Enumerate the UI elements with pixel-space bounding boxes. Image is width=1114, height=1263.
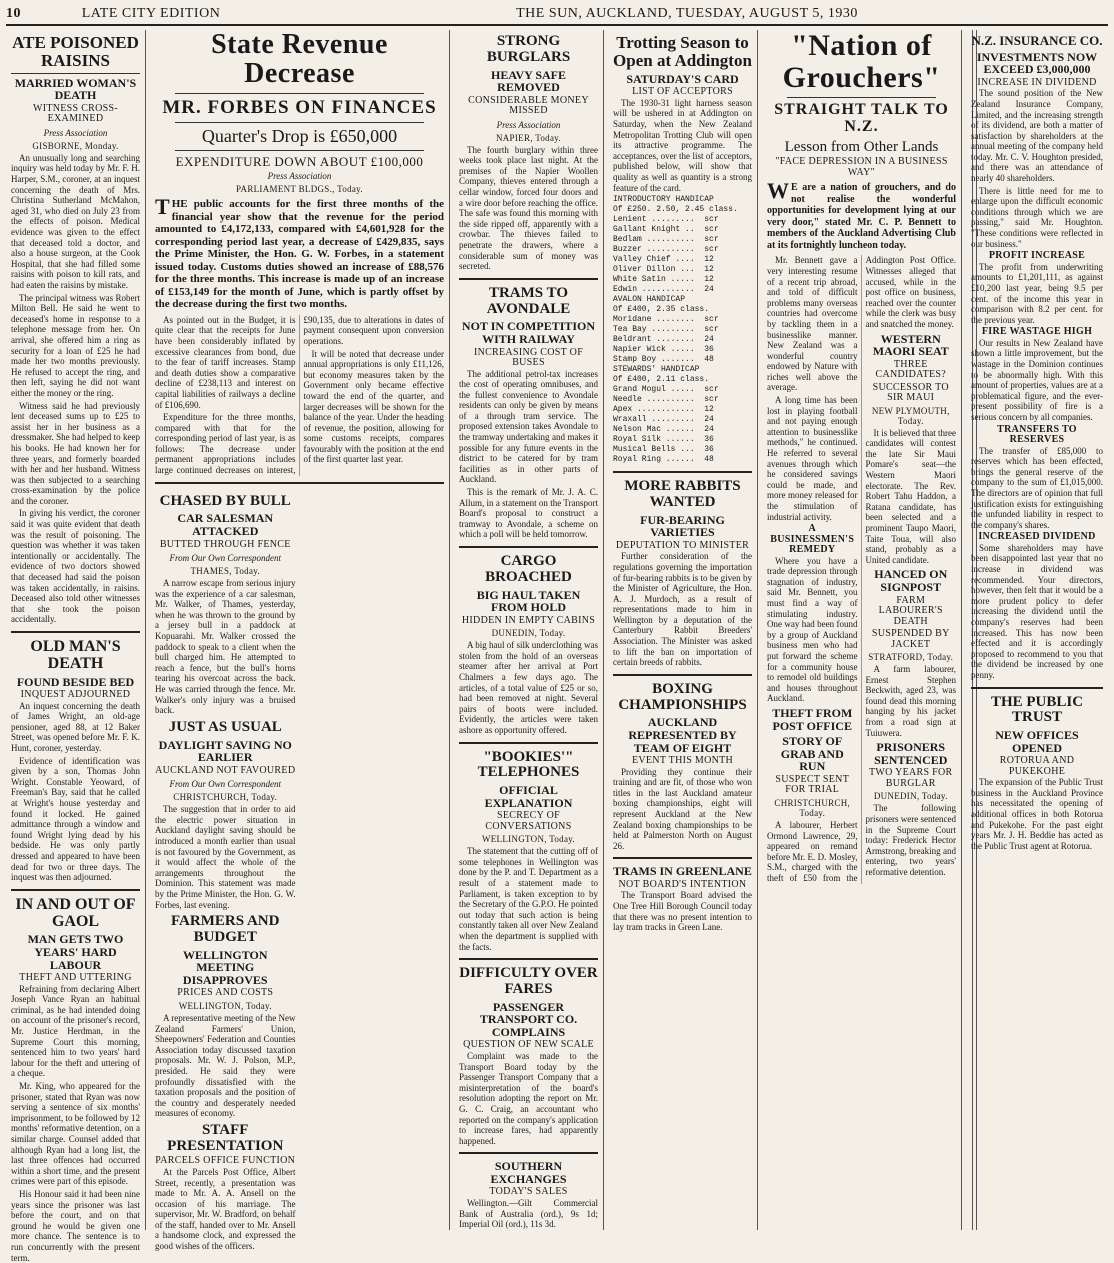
subheadline: STRAIGHT TALK TO N.Z. — [774, 101, 949, 135]
paragraph: Some shareholders may have been disappointed last year that no increase in dividend was recommended. Your directors, however, then felt that it would be a more prudent policy to defer increasing the dividend until the company's reserves had been increased. This has now been effected and it is accordingly proposed to recommend to you that the dividend be increased by one penny. — [971, 542, 1103, 680]
paragraph: Mr. King, who appeared for the prisoner, stated that Ryan was now serving a sentence of six months' imprisonment, to be followed by 12 months' reformative detention, on a similar charge. Counsel added that although Ryan had a long list, the last three offences had occurred within a short time, and the present crimes were part of this episode. — [11, 1081, 140, 1187]
headline: ATE POISONED RAISINS — [11, 34, 140, 74]
paragraph: This is the remark of Mr. J. A. C. Allum, in a statement on the Transport Board's proposal to construct a tramway to Avondale, a scheme on which a poll will be held tomorrow. — [459, 487, 598, 540]
byline: From Our Own Correspondent — [169, 779, 282, 790]
subheadline: FUR-BEARING VARIETIES — [640, 512, 725, 540]
deck: PRICES AND COSTS — [177, 987, 274, 999]
paragraph: Wellington.—Gilt Commercial Bank of Australia (ord.), 9s 1d; Imperial Oil (ord.), 11s 3d. — [459, 1197, 598, 1230]
dateline: STRATFORD, Today. — [868, 652, 954, 663]
deck: INQUEST ADJOURNED — [20, 689, 131, 701]
headline: STAFF PRESENTATION — [167, 1121, 284, 1154]
paragraph: Witness said he had previously lent deceased sums up to £25 to assist her in her business as a dressmaker. She had helped to keep his books. He had known her for three years, and formerly boarded with her and her husband. Witness was then subjected to a searching cross-examination by the police and the coroner. — [11, 400, 140, 506]
paragraph: Providing they continue their training and are fit, of those who won titles in the last Auckland amateur boxing championships, eight will represent Auckland at the New Zealand boxing championships to be held at Palmerston North on August 26. — [613, 766, 752, 851]
dateline: GISBORNE, Monday. — [32, 140, 119, 151]
divider — [613, 471, 752, 473]
headline: BOXING CHAMPIONSHIPS — [618, 680, 747, 713]
headline: TRANSFERS TO RESERVES — [997, 423, 1077, 446]
dateline: DUNEDIN, Today. — [873, 791, 948, 802]
subheadline: FOUND BESIDE BED — [16, 674, 135, 689]
dateline: WELLINGTON, Today. — [481, 834, 576, 845]
paragraph: The fourth burglary within three weeks took place last night. At the premises of the Napier Woollen Company, thieves entered through a cellar window, forced four doors and a wire door before reaching the office. The safe was found this morning with the side ripped off, apparently with a crowbar. The thieves failed to penetrate the drawers, where a considerable sum of money was secreted. — [459, 144, 598, 272]
deck: SECRECY OF CONVERSATIONS — [485, 810, 572, 832]
subheadline: INVESTMENTS NOW EXCEED £3,000,000 — [976, 49, 1098, 77]
subheadline: BIG HAUL TAKEN FROM HOLD — [476, 587, 581, 615]
subheadline: FARM LABOURER'S DEATH — [878, 594, 943, 627]
headline: SOUTHERN EXCHANGES — [490, 1159, 567, 1186]
divider — [971, 687, 1103, 689]
headline: DIFFICULTY OVER FARES — [459, 965, 598, 997]
headline: FARMERS AND BUDGET — [171, 913, 280, 945]
divider — [459, 742, 598, 744]
deck: THEFT AND UTTERING — [19, 972, 132, 984]
subheadline: STORY OF GRAB AND RUN — [780, 734, 844, 774]
byline: Press Association — [267, 171, 332, 182]
column-1 — [6, 30, 146, 1263]
headline: HANCED ON SIGNPOST — [874, 567, 948, 594]
dateline: NAPIER, Today. — [495, 132, 562, 143]
paragraph: At the Parcels Post Office, Albert Street, recently, a presentation was made to Mr. A. A. Ansell on the occasion of his marriage. The supervisor, Mr. W. Bradford, on behalf of the staff, handed over to Mr. Ansell a handsome clock, and expressed the good wishes of the officers. — [155, 1166, 296, 1252]
byline: Press Association — [43, 127, 108, 138]
subheadline: NOT IN COMPETITION WITH RAILWAY — [461, 319, 596, 346]
headline: A BUSINESSMEN'S REMEDY — [770, 523, 855, 556]
deck: EVENT THIS MONTH — [631, 755, 734, 767]
headline: WESTERN MAORI SEAT — [872, 331, 949, 359]
dateline: PARLIAMENT BLDGS., Today. — [236, 184, 363, 195]
deck: TODAY'S SALES — [489, 1186, 568, 1198]
paragraph: A big haul of silk underclothing was stolen from the hold of an overseas steamer after her arrival at Port Chalmers a few days ago. The articles, of a total value of £25 or so, had been removed at night. Several pairs of boots were included. Evidently, the articles were taken ashore as opportunity offered. — [459, 640, 598, 735]
divider — [459, 278, 598, 280]
column-5 — [762, 30, 962, 1230]
deck: "FACE DEPRESSION IN A BUSINESS WAY" — [775, 156, 948, 178]
paragraph: A representative meeting of the New Zealand Farmers' Union, Sheepowners' Federation and Counties Association today discussed taxation proposals. Mr. W. J. Polson, M.P., presided. He said they were profoundly dissatisfied with the taxation proposals and the position of the country and desperately needed measures of economy. — [155, 1012, 296, 1119]
subheadline: SATURDAY'S CARD — [626, 71, 739, 86]
paragraph: A narrow escape from serious injury was the experience of a car salesman, Mr. Walker, of Thames, yesterday, when he was thrown to the ground by a jersey bull in a paddock at Kopuarahi. Mr. Walker crossed the paddock to speak to a client when the bull charged him. He attempted to reach a fence, but the bull's horns tearing his overcoat across the back. He was carried through the fence. Mr. Walker's only injury was a bruised back. — [155, 578, 296, 716]
lead-paragraph: THE public accounts for the first three months of the financial year show that the revenue for the period amounted to £4,172,133, compared with £4,601,928 for the corresponding period last year, a decrease of £429,835, says the Prime Minister, the Hon. G. W. Forbes, in a statement issued today. Customs duties showed an increase of £88,576 for the three months. This increase is made up of an increase of £153,149 for the month of June, which is partly offset by the decrease during the first two months. — [155, 194, 444, 311]
deck: SUSPENDED BY JACKET — [871, 628, 950, 650]
paragraph: The principal witness was Robert Milton Bell. He said he went to deceased's home in response to a telephone message from her. On arrival, she offered him a ring as security for a loan of £25 he had made her two months previously. He refused to accept the ring, and then left, saying he did not want either the money or the ring. — [11, 292, 140, 398]
headline: THEFT FROM POST OFFICE — [772, 706, 853, 733]
headline: STRONG BURGLARS — [486, 33, 571, 65]
paragraph: As pointed out in the Budget, it is quite clear that the receipts for June have been considerably inflated by excessive clearances from bond, due to the fear of tariff increases. Stamp and death duties show a comparative decline of £238,113 and interest on capital liabilities of railways a decline of £106,690. — [155, 314, 296, 410]
paragraph: The statement that the cutting off of some telephones in Wellington was done by the P. and T. Department as a result of a statement made to Parliament, is taken exception to by the Secretary of the G.P.O. He pointed out today that such action is being constantly taken all over New Zealand when the department is supplied with the facts. — [459, 846, 598, 952]
paper-title: THE SUN, AUCKLAND, TUESDAY, AUGUST 5, 1930 — [516, 6, 858, 21]
deck: INCREASING COST OF BUSES — [473, 346, 584, 368]
paragraph: The Transport Board advised the One Tree Hill Borough Council today that there was no present intention to lay tram tracks in Green Lane. — [613, 890, 752, 933]
headline: INCREASED DIVIDEND — [978, 531, 1096, 543]
column-2 — [150, 29, 450, 1252]
deck: ROTORUA AND PUKEKOHE — [999, 755, 1075, 777]
headline: THE PUBLIC TRUST — [990, 693, 1084, 726]
paragraph: The 1930-31 light harness season will be ushered in at Addington on Saturday, when the New Zealand Metropolitan Trotting Club will open its attractive programme. The acceptances, over the list of acceptors, published below, will show that quality as well as quantity is a strong feature of the card. — [613, 97, 752, 193]
paragraph: An unusually long and searching inquiry was held today by Mr. F. H. Harper, S.M., coroner, at an inquest concerning the death of Mrs. Christina Sutherland McMahon, aged 31, who died on July 23 from the effects of poison. Medical evidence was given to the effect that deceased told a doctor, and also a house surgeon, at the Cook Hospital, that she had filled some raisins with poison to kill rats, and had eaten the raisins by mistake. — [11, 152, 140, 290]
headline: State Revenue Decrease — [211, 29, 388, 90]
paragraph: The additional petrol-tax increases the cost of operating omnibuses, and the fullest convenience to Avondale residents can only be given by means of a through tram service. The proposed extension takes Avondale to the tramway undertaking and makes it possible for any future events in the district to be catered for by tram facilities as in other parts of Auckland. — [459, 368, 598, 485]
subheadline: HEAVY SAFE REMOVED — [490, 67, 567, 95]
paragraph: His Honour said it had been nine years since the prisoner was last before the court, and on that ground he would be given one more chance. The sentence is to run concurrently with the present term. — [11, 1188, 140, 1263]
paragraph: Mr. Bennett gave a very interesting resume of a recent trip abroad, and told of difficult problems many overseas countries had overcome by tackling them in a businesslike manner. New Zealand was a wonderful country endowed by Nature with riches well above the average. — [767, 255, 858, 393]
acceptors-list: INTRODUCTORY HANDICAP Of £250. 2.50, 2.45 class. Lenient ......... scr Gallant Knight .. scr Bedlam .......... scr Buzzer .......... scr Valley Chief .... 12 Oliver Dillon ... 12 White Satin ..... 12 Edwin ........... 24 AVALON HANDICAP Of £400, 2.35 class. Moridane ........ scr Tea Bay ......... scr Beldrant ........ 24 Napier Wick ..... 36 Stamp Boy ....... 48 STEWARDS' HANDICAP Of £400, 2.11 class. Grand Mogul ..... scr Needle .......... scr Apex ............ 12 Wraxall ......... 24 Nelson Mac ...... 24 Royal Silk ...... 36 Musical Bells ... 36 Royal Ring ...... 48 — [613, 195, 738, 465]
masthead — [6, 4, 1108, 26]
subheadline: MARRIED WOMAN'S DEATH — [14, 75, 137, 103]
paragraph: It is believed that three candidates will contest the late Sir Maui Pomare's seat—the Western Maori electorate. The Rev. Robert Tahu Haddon, a Ratana candidate, has been selected and a prominent Taupo Maori, Taite Toua, will also stand, probably as a United candidate. — [865, 427, 956, 565]
divider — [175, 93, 424, 94]
headline: N.Z. INSURANCE CO. — [971, 33, 1103, 48]
two-column-body — [155, 315, 444, 476]
divider — [175, 122, 424, 123]
deck: EXPENDITURE DOWN ABOUT £100,000 — [175, 153, 424, 169]
deck: LIST OF ACCEPTORS — [632, 86, 733, 98]
headline: "BOOKIES'" TELEPHONES — [477, 748, 580, 781]
headline: Trotting Season to Open at Addington — [613, 33, 752, 70]
column-7 — [966, 30, 1108, 1230]
subheadline: THREE CANDIDATES? — [875, 358, 947, 381]
two-column-body — [767, 255, 956, 883]
deck: PARCELS OFFICE FUNCTION — [155, 1155, 296, 1167]
deck: Quarter's Drop is £650,000 — [201, 125, 398, 146]
subheadline: CAR SALESMAN ATTACKED — [177, 511, 274, 538]
paragraph: An inquest concerning the death of James Wright, an old-age pensioner, aged 88, at 12 Baker Street, was opened before Mr. F. K. Hunt, coroner, yesterday. — [11, 700, 140, 754]
subheadline: WELLINGTON MEETING DISAPPROVES — [182, 947, 268, 987]
divider — [11, 889, 140, 891]
divider — [613, 857, 752, 859]
dateline: THAMES, Today. — [190, 566, 261, 577]
paragraph: Where you have a trade depression through stagnation of industry, said Mr. Bennett, you must find a way of stimulating industry. One way had been found by a group of Auckland business men who had put forward the scheme for a community house to remodel old buildings and houses throughout Auckland. — [767, 555, 858, 704]
paragraph: Refraining from declaring Albert Joseph Vance Ryan an habitual criminal, as he had intended doing on account of the prisoner's record, Mr. Justice Herdman, in the Supreme Court this morning, sentenced him to two years' hard labour for the theft and uttering of a cheque. — [11, 983, 140, 1079]
deck: SUCCESSOR TO SIR MAUI — [872, 381, 949, 404]
paragraph: A farm labourer, Ernest Stephen Beckwith, aged 23, was found dead this morning hanging by his jacket from a road sign at Tuiuwera. — [865, 664, 956, 738]
headline: CARGO BROACHED — [485, 553, 572, 585]
headline: TRAMS IN GREENLANE — [613, 864, 752, 879]
subheadline: OFFICIAL EXPLANATION — [484, 783, 573, 810]
subheadline: NEW OFFICES OPENED — [995, 728, 1079, 755]
deck: DEPUTATION TO MINISTER — [615, 539, 750, 551]
headline: FIRE WASTAGE HIGH — [981, 326, 1093, 338]
headline: TRAMS TO AVONDALE — [486, 284, 571, 317]
paragraph: A long time has been lost in playing football and not paying enough attention to businesslike methods," he continued. He referred to several avenues through which he considered savings could be made, and more money released for the stimulation of industrial activity. — [767, 395, 858, 522]
page-number: 10 — [6, 6, 21, 21]
paragraph: The following prisoners were sentenced in the Supreme Court today: Frederick Hector Armstrong, breaking and entering, two years' reformative detention. — [865, 803, 956, 877]
edition-label: LATE CITY EDITION — [81, 6, 221, 21]
divider — [459, 958, 598, 960]
byline: Press Association — [496, 119, 561, 130]
paragraph: The profit from underwriting amounts to £1,201,111, as against £10,200 last year, being 9.5 per cent. of the income this year in comparison with 8.2 per cent. for the previous year. — [971, 261, 1103, 325]
paragraph: The expansion of the Public Trust business in the Auckland Province has necessitated the opening of additional offices in both Rotorua and Pukekohe. For the past eight years Mr. J. H. Beddie has acted as the Public Trust agent at Rotorua. — [971, 777, 1103, 851]
paragraph: Evidence of identification was given by a son, Thomas John Wright. Constable Yeoward, of Freeman's Bay, said that he called at Wright's house yesterday and found it locked. He gained admittance through a window and found Wright lying dead by his bedside. He was only partly dressed and appeared to have been dead for two or three days. The inquest was then adjourned. — [11, 755, 140, 883]
paragraph: The sound position of the New Zealand Insurance Company, Limited, and the increasing strength of its dividend, are both a matter of satisfaction by shareholders at the annual meeting of the company held today. Mr. C. V. Houghton presided, and there was an attendance of nearly 40 shareholders. — [971, 88, 1103, 184]
headline: PRISONERS SENTENCED — [874, 740, 948, 767]
paragraph: Complaint was made to the Transport Board today by the Passenger Transport Company that a misinterpretation of the board's resolution adopting the report on Mr. G. C. Craig, an accountant who reported on the company's application to increase fares, had apparently happened. — [459, 1050, 598, 1146]
paragraph: Further consideration of the regulations governing the importation of fur-bearing rabbits is to be given by the Minister of Agriculture, the Hon. A. J. Murdoch, as a result of representations made to him in Wellington by a deputation of the Canterbury Rabbit Breeders' Association. The Minister was asked to lift the ban on importation of certain breeds of rabbits. — [613, 551, 752, 668]
deck: BUTTED THROUGH FENCE — [159, 538, 291, 550]
dateline: NEW PLYMOUTH, Today. — [871, 405, 950, 426]
paragraph: It will be noted that decrease under annual appropriations is only £11,126, but economy measures taken by the Government only became effective toward the end of the quarter, and larger decreases will be shown for the balance of the year. Under the heading of revenue, the position, allowing for some customs receipts, compares favourably with the position at the end of the first quarter last year. — [303, 348, 444, 465]
divider — [459, 546, 598, 548]
deck: HIDDEN IN EMPTY CABINS — [461, 614, 596, 626]
divider — [613, 674, 752, 676]
divider — [155, 482, 444, 484]
dateline: CHRISTCHURCH, Today. — [173, 792, 278, 803]
subheadline: MAN GETS TWO YEARS' HARD LABOUR — [27, 932, 124, 972]
paragraph: There is little need for me to enlarge upon the difficult economic conditions through which we are passing," said Mr. Houghton. "These conditions were reflected in our business." — [971, 185, 1103, 249]
subheadline: MR. FORBES ON FINANCES — [162, 96, 437, 118]
dateline: CHRISTCHURCH, Today. — [774, 797, 851, 818]
deck: WITNESS CROSS-EXAMINED — [32, 102, 119, 125]
headline: JUST AS USUAL — [168, 718, 282, 735]
paragraph: In giving his verdict, the coroner said it was quite evident that death was the result of poisoning. The question was whether it was taken intentionally or accidentally. The evidence of two doctors showed that deceased had said the poison was taken accidentally, in raisins. Deceased also told other witnesses that she took the poison accidentally. — [11, 508, 140, 625]
headline: IN AND OUT OF GAOL — [15, 895, 136, 930]
deck: TWO YEARS FOR BURGLAR — [868, 767, 953, 789]
headline: OLD MAN'S DEATH — [30, 638, 121, 672]
byline: From Our Own Correspondent — [169, 553, 282, 564]
divider — [787, 97, 936, 98]
divider — [459, 1152, 598, 1154]
subheadline: PASSENGER TRANSPORT CO. COMPLAINS — [479, 999, 578, 1039]
column-3 — [454, 30, 604, 1230]
divider — [175, 150, 424, 151]
divider — [11, 631, 140, 633]
column-4 — [608, 30, 758, 1230]
deck: Lesson from Other Lands — [784, 138, 939, 155]
paragraph: Our results in New Zealand have shown a little improvement, but the wastage in the Dominion continues to be abnormally high. With this amount of properties, values are at a problematical figure, and the ever-present possibility of fire is a serious concern by all companies. — [971, 337, 1103, 422]
deck: AUCKLAND NOT FAVOURED — [155, 764, 296, 776]
lead-paragraph: WE are a nation of grouchers, and do not realise the wonderful opportunities for development lying at our very door," stated Mr. C. P. Bennett to members of the Auckland Advertising Club at its fortnightly luncheon today. — [767, 178, 956, 251]
two-column-body — [155, 490, 444, 1254]
headline: MORE RABBITS WANTED — [624, 478, 741, 510]
dateline: WELLINGTON, Today. — [178, 1000, 272, 1011]
paragraph: Expenditure for the three months, compared with that for the corresponding period of last year, is as follows: The decrease under permanent appropriations includes large continued decreases on interest, £90,135, due to alterations in dates of payment consequent upon conversion operations. — [155, 314, 444, 476]
subheadline: DAYLIGHT SAVING NO EARLIER — [158, 737, 292, 765]
deck: INCREASE IN DIVIDEND — [977, 76, 1097, 88]
deck: SUSPECT SENT FOR TRIAL — [775, 773, 850, 796]
subheadline: AUCKLAND REPRESENTED BY TEAM OF EIGHT — [628, 715, 737, 755]
dateline: DUNEDIN, Today. — [491, 628, 566, 639]
headline: CHASED BY BULL — [159, 492, 291, 509]
deck: QUESTION OF NEW SCALE — [463, 1039, 594, 1051]
headline: PROFIT INCREASE — [988, 250, 1086, 262]
paragraph: The suggestion that in order to aid the electric power situation in Auckland daylight saving should be introduced a month earlier than usual is not favoured by the Government, as it would affect the whole of the arrangements throughout the Dominion. This statement was made by the Prime Minister, the Hon. G. W. Forbes, last evening. — [155, 804, 296, 910]
paragraph: The transfer of £85,000 to reserves which has been effected, brings the general reserve of the company to the sum of £1,015,000. The directors are of opinion that full justification exists for extinguishing the unfunded liability in respect to the company's shares. — [971, 445, 1103, 530]
deck: NOT BOARD'S INTENTION — [618, 878, 747, 890]
headline: "Nation of Grouchers" — [782, 29, 941, 94]
deck: CONSIDERABLE MONEY MISSED — [468, 94, 589, 117]
paragraph: A labourer, Herbert Ormond Lawrence, 29, appeared on remand before Mr. E. D. Mosley, S.M., charged with the theft of £50 from the Addington Post Office. Witnesses alleged that accused, while in the post office on business, reached over the counter while the clerk was busy and snatched the money. — [767, 255, 956, 883]
